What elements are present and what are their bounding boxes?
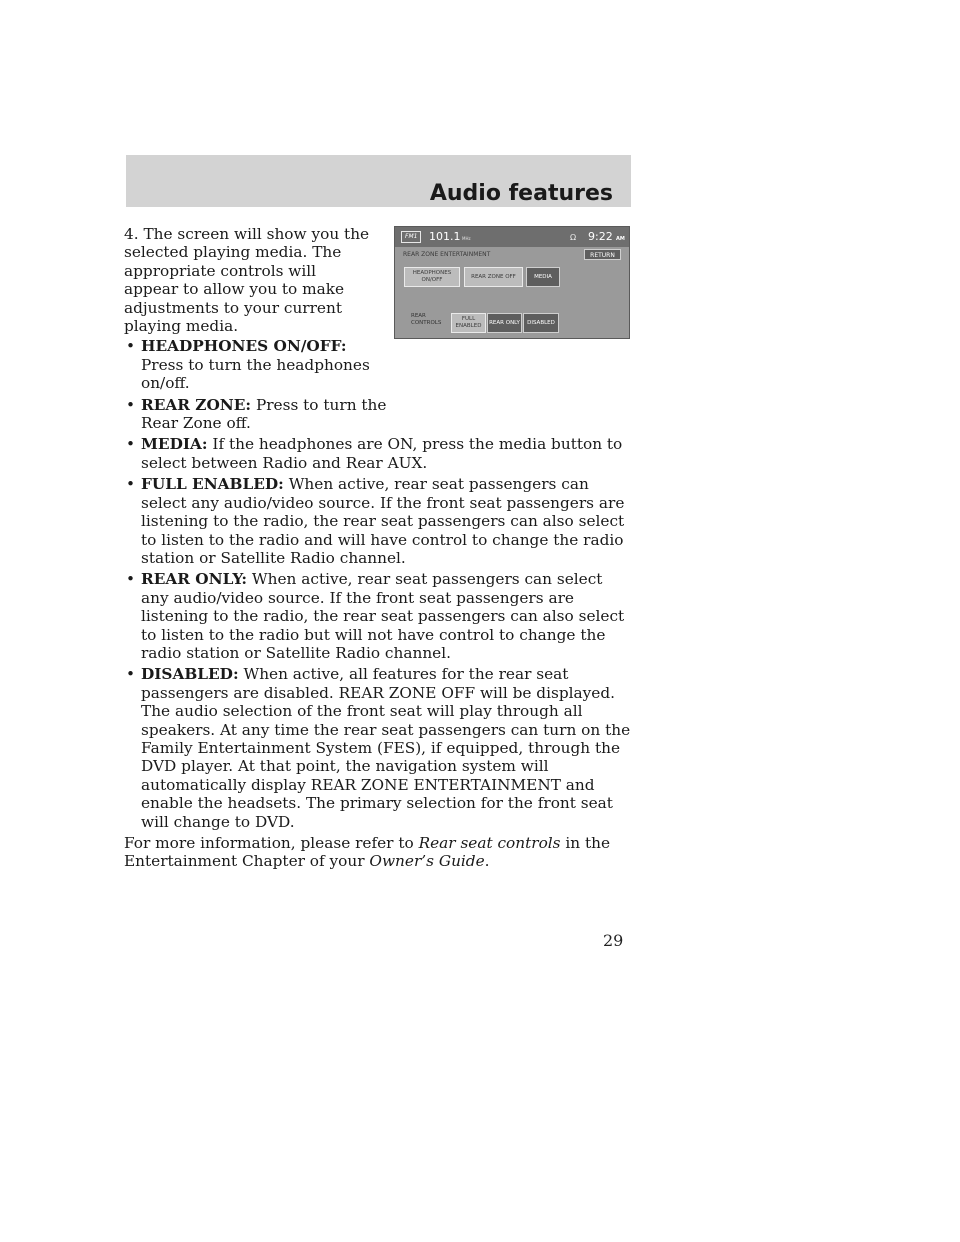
bullet-term: FULL ENABLED:: [141, 475, 284, 494]
bullet-text: When active, all features for the rear seat passengers are disabled. REAR ZONE OFF will be displayed. The audio selection of the front seat will play through all speakers. At any time the rear seat passengers can turn on the Family Entertainment System (FES), if equipped, through the DVD player. At that point, the navigation system will automatically display REAR ZONE ENTERTAINMENT and enable the headsets. The primary selection for the front seat will change to DVD.: [141, 665, 631, 831]
clock: 9:22: [588, 230, 613, 243]
bullet-media: [124, 435, 634, 472]
bullet-headphones: [124, 337, 391, 392]
intro-paragraph: 4. The screen will show you the selected playing media. The appropriate controls will appear to allow you to make adjustments to your current playing media.: [124, 225, 370, 336]
rear-only-button-label: REAR ONLY: [489, 319, 520, 326]
bullet-full-enabled: [124, 475, 634, 567]
full-enabled-button-label: FULL ENABLED: [455, 316, 482, 329]
band-badge: FM1: [401, 231, 421, 243]
disabled-button-label: DISABLED: [527, 319, 555, 326]
bullet-term: HEADPHONES ON/OFF:: [141, 337, 347, 356]
bullet-term: MEDIA:: [141, 435, 208, 454]
bullet-marker: •: [126, 570, 136, 589]
bullet-text: If the headphones are ON, press the media button to select between Radio and Rear AUX.: [141, 435, 623, 472]
clock-ampm: AM: [616, 236, 625, 242]
section-header: [126, 155, 631, 207]
bullet-marker: •: [126, 475, 136, 494]
page-number: 29: [603, 931, 624, 950]
closing-prefix: For more information, please refer to: [124, 834, 419, 852]
media-button-label: MEDIA: [534, 273, 552, 280]
antenna-icon: Ω: [570, 233, 577, 242]
bullet-disabled: [124, 665, 634, 831]
bullet-text: When active, rear seat passengers can select any audio/video source. If the front seat passengers are listening to the radio, the rear seat passengers can also select to listen to the radio but will not have control to change the radio station or Satellite Radio channel.: [141, 570, 625, 662]
screen-title: REAR ZONE ENTERTAINMENT: [403, 251, 491, 258]
rear-zone-button-label: REAR ZONE OFF: [471, 273, 516, 280]
bullet-text: When active, rear seat passengers can select any audio/video source. If the front seat passengers are listening to the radio, the rear seat passengers can also select to listen to the radio and will have control to change the radio station or Satellite Radio channel.: [141, 475, 625, 567]
closing-paragraph: [124, 834, 634, 871]
return-button[interactable]: RETURN: [584, 249, 621, 260]
body-text: [124, 225, 634, 871]
headphones-button-label: HEADPHONES ON/OFF: [412, 270, 452, 283]
section-title: Audio features: [429, 181, 613, 206]
bullet-term: REAR ONLY:: [141, 570, 248, 589]
frequency-readout: 101.1: [429, 230, 461, 243]
bullet-rear-only: [124, 570, 634, 662]
bullet-marker: •: [126, 395, 136, 414]
bullet-text: Press to turn the headphones on/off.: [141, 355, 370, 393]
bullet-term: DISABLED:: [141, 665, 239, 684]
frequency-unit: MHz: [462, 236, 471, 241]
rear-seat-controls-reference: Rear seat controls: [418, 834, 561, 852]
bullet-rear-zone: [124, 396, 391, 433]
bullet-marker: •: [126, 435, 136, 454]
owners-guide-reference: Owner’s Guide: [369, 852, 485, 871]
closing-middle: in the Entertainment Chapter of your: [124, 834, 611, 871]
rear-controls-label: REAR CONTROLS: [411, 313, 442, 326]
bullet-term: REAR ZONE:: [141, 395, 252, 414]
bullet-marker: •: [126, 665, 136, 684]
closing-suffix: .: [484, 852, 490, 871]
bullet-text: Press to turn the Rear Zone off.: [141, 395, 387, 433]
bullet-marker: •: [126, 337, 136, 356]
